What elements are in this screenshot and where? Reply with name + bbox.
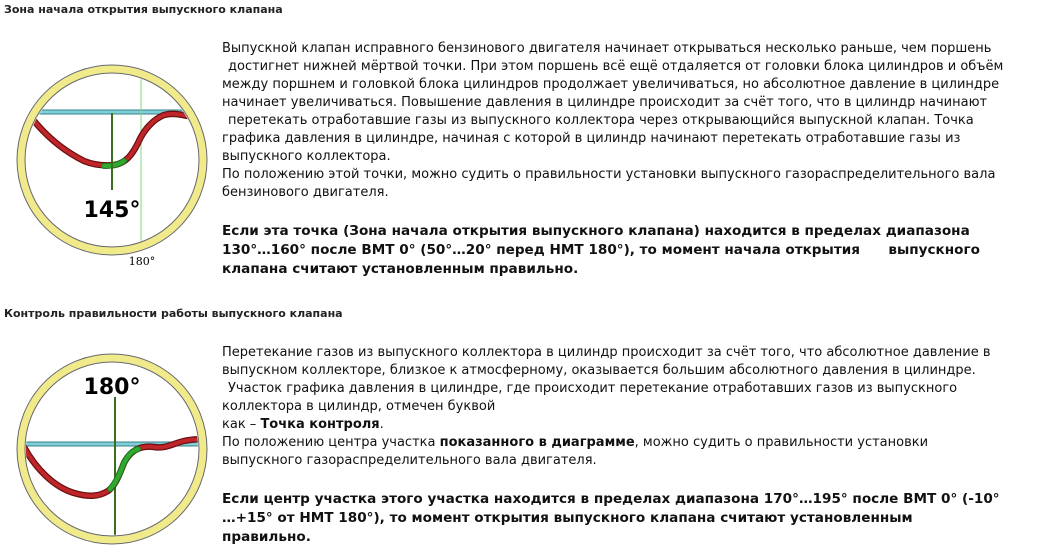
- s2-line-6-prefix: По положению центра участка: [222, 435, 440, 450]
- s2-line-5-suffix: .: [379, 417, 384, 432]
- angle-label-145: 145°: [83, 198, 141, 223]
- s1-emphasis-line-3: клапана считают установленным правильно.: [222, 261, 579, 277]
- s1-line-7: выпускного коллектора.: [222, 149, 391, 164]
- s2-line-3: Участок графика давления в цилиндре, где происходит перетекание отработавших газов из выпускного: [228, 381, 958, 396]
- s2-emphasis-line-1: Если центр участка этого участка находится в пределах диапазона 170°…195° после ВМТ 0° (-10°: [222, 491, 1000, 507]
- angle-label-180: 180°: [83, 375, 141, 400]
- s2-line-2: выпускном коллекторе, близкое к атмосферному, оказывается большим абсолютного давления в цилиндре.: [222, 363, 976, 378]
- s2-line-5-prefix: как –: [222, 417, 261, 432]
- bdc-label-180: 180°: [128, 255, 156, 268]
- s2-emphasis-line-3: правильно.: [222, 529, 311, 545]
- section1-text: [222, 40, 1056, 279]
- s2-line-1: Перетекание газов из выпускного коллектора в цилиндр происходит за счёт того, что абсолютное давление в: [222, 345, 991, 360]
- s1-line-9: бензинового двигателя.: [222, 185, 389, 200]
- s2-line-6-suffix: , можно судить о правильности установки: [634, 435, 929, 450]
- s1-line-8: По положению этой точки, можно судить о правильности установки выпускного газораспределительного вала: [222, 167, 996, 182]
- check-point-term: Точка контроля: [260, 417, 380, 432]
- s2-line-5: [222, 416, 1056, 434]
- pressure-diagram-180: [14, 345, 214, 557]
- s1-line-2: достигнет нижней мёртвой точки. При этом поршень всё ещё отдаляется от головки блока цилиндров и объём: [228, 59, 1004, 74]
- s2-line-4: коллектора в цилиндр, отмечен буквой: [222, 399, 496, 414]
- section-title-exhaust-opening-zone: Зона начала открытия выпускного клапана: [4, 3, 283, 16]
- s1-emphasis-line-2: 130°…160° после ВМТ 0° (50°…20° перед НМТ 180°), то момент начала открытия выпускного: [222, 242, 980, 258]
- s1-line-5: перетекать отработавшие газы из выпускного коллектора через открывающийся выпускной клапан. Точка: [228, 113, 974, 128]
- section-title-exhaust-valve-control: Контроль правильности работы выпускного клапана: [4, 307, 343, 320]
- s2-line-7: выпускного газораспределительного вала двигателя.: [222, 453, 597, 468]
- s1-emphasis-line-1: Если эта точка (Зона начала открытия выпускного клапана) находится в пределах диапазона: [222, 223, 970, 239]
- s1-line-6: графика давления в цилиндре, начиная с которой в цилиндр начинают перетекать отработавшие газы из: [222, 131, 961, 146]
- section2-text: [222, 344, 1056, 547]
- s2-line-6: [222, 434, 1056, 452]
- diagram-reference-term: показанного в диаграмме: [439, 435, 635, 450]
- pressure-diagram-145: [14, 55, 214, 270]
- s1-line-1: Выпускной клапан исправного бензинового двигателя начинает открываться несколько раньше, чем поршень: [222, 41, 992, 56]
- s1-line-4: начинает увеличиваться. Повышение давления в цилиндре происходит за счёт того, что в цилиндр начинают: [222, 95, 988, 110]
- s2-emphasis-line-2: …+15° от НМТ 180°), то момент открытия выпускного клапана считают установленным: [222, 510, 913, 526]
- s1-line-3: между поршнем и головкой блока цилиндров продолжает увеличиваться, но абсолютное давление в цилиндре: [222, 77, 1000, 92]
